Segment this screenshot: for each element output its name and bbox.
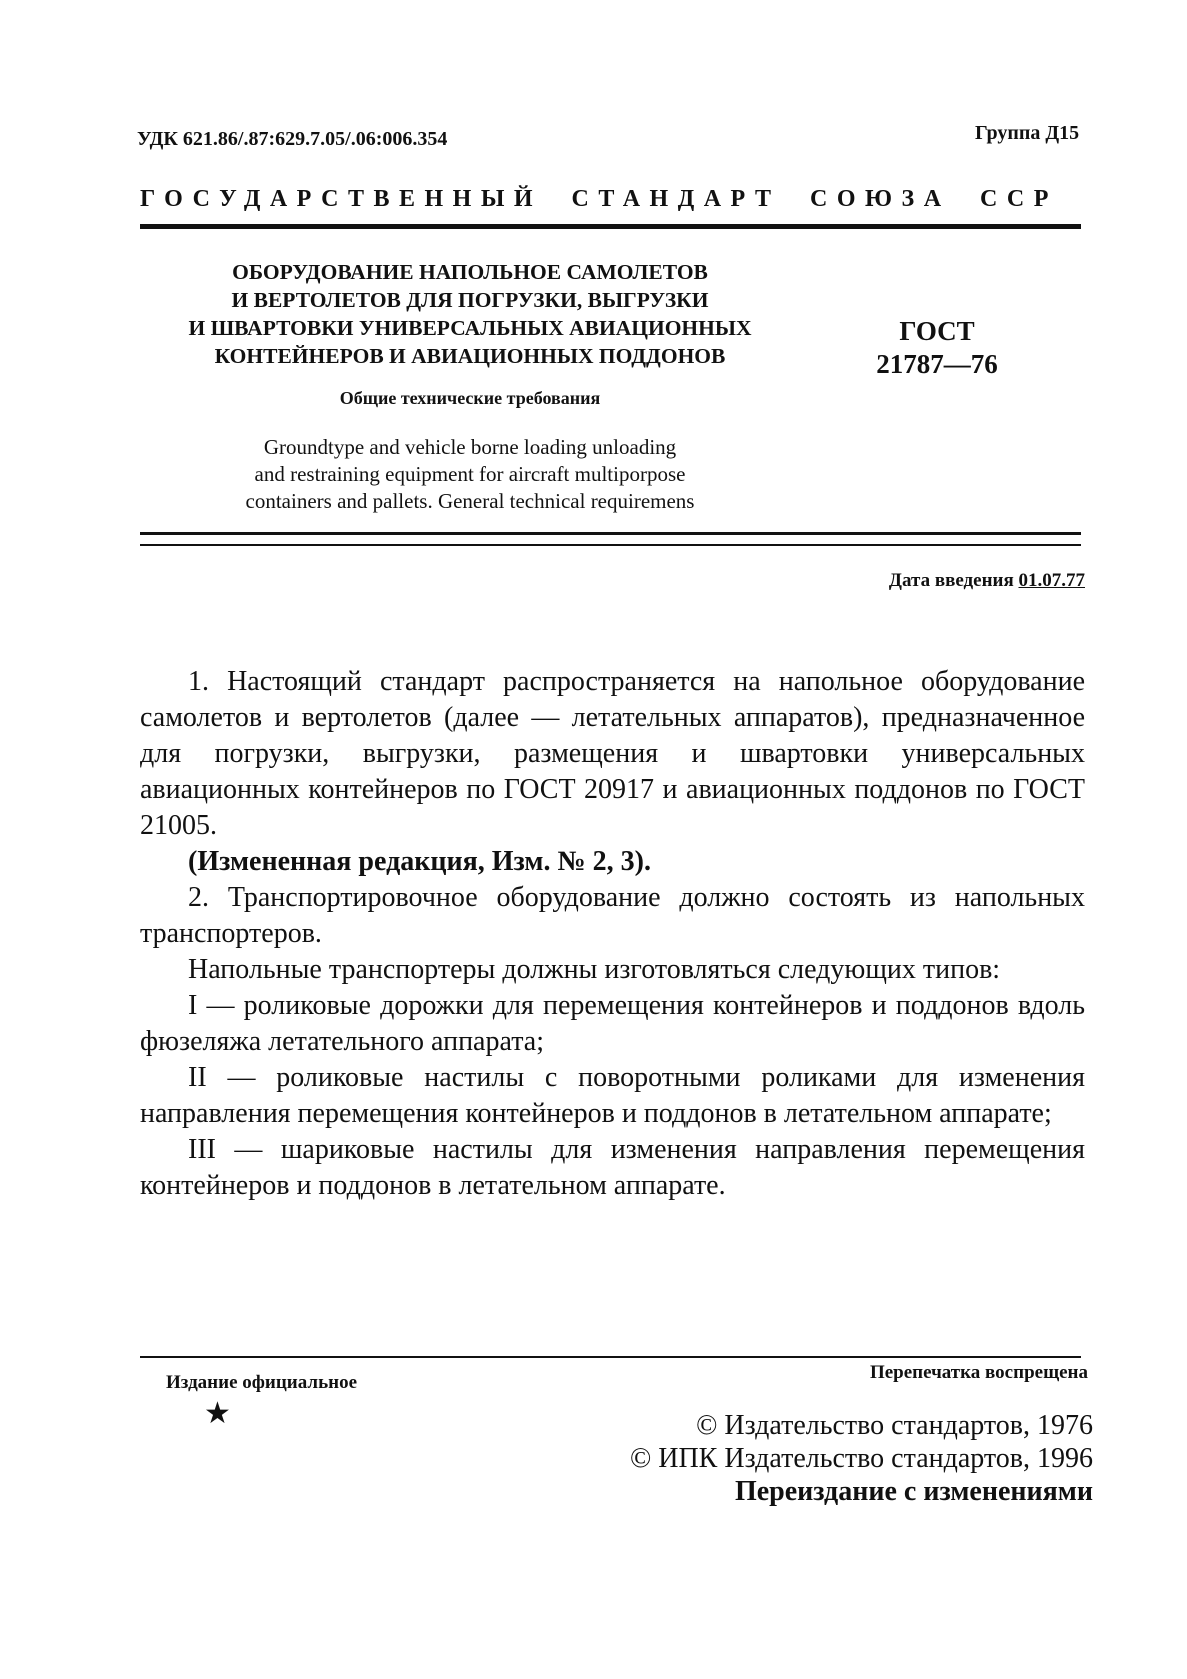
reissue-note: Переиздание с изменениями xyxy=(734,1476,1093,1507)
english-title xyxy=(150,434,790,515)
effective-date xyxy=(889,570,1085,592)
title-rule-thick xyxy=(140,532,1081,535)
amendment-note: (Измененная редакция, Изм. № 2, 3). xyxy=(188,846,651,877)
english-title-line: containers and pallets. General technical requiremens xyxy=(245,489,695,513)
effective-date-label: Дата введения xyxy=(888,570,1014,591)
title-line: ОБОРУДОВАНИЕ НАПОЛЬНОЕ САМОЛЕТОВ xyxy=(232,260,708,284)
state-standard-heading: ГОСУДАРСТВЕННЫЙ СТАНДАРТ СОЮЗА ССР xyxy=(140,186,1058,212)
header-rule xyxy=(140,224,1081,229)
document-title xyxy=(150,258,790,370)
effective-date-value: 01.07.77 xyxy=(1018,570,1085,591)
gost-number: 21787—76 xyxy=(876,349,998,379)
reprint-prohibited-label: Перепечатка воспрещена xyxy=(869,1362,1088,1383)
official-edition-label: Издание официальное xyxy=(166,1372,358,1393)
footer-rule xyxy=(140,1356,1081,1358)
copyright-line-2: © ИПК Издательство стандартов, 1996 xyxy=(629,1443,1093,1474)
gost-designation xyxy=(857,315,1017,381)
star-icon: ★ xyxy=(204,1397,231,1430)
title-line: КОНТЕЙНЕРОВ И АВИАЦИОННЫХ ПОДДОНОВ xyxy=(214,344,726,368)
title-rule-thin xyxy=(140,544,1081,546)
document-body xyxy=(140,664,1085,1204)
type-2-item: II — роликовые настилы с поворотными роликами для изменения направления перемещения контейнеров и поддонов в летательном аппарате; xyxy=(140,1062,1085,1129)
gost-label: ГОСТ xyxy=(899,316,975,346)
document-subtitle: Общие технические требования xyxy=(339,388,601,408)
type-3-item: III — шариковые настилы для изменения направления перемещения контейнеров и поддонов в летательном аппарате. xyxy=(140,1134,1085,1201)
title-line: И ШВАРТОВКИ УНИВЕРСАЛЬНЫХ АВИАЦИОННЫХ xyxy=(188,316,752,340)
type-1-item: I — роликовые дорожки для перемещения контейнеров и поддонов вдоль фюзеляжа летательного аппарата; xyxy=(140,990,1085,1057)
paragraph-1: 1. Настоящий стандарт распространяется на напольное оборудование самолетов и вертолетов (далее — летательных аппаратов), предназначенное для погрузки, выгрузки, размещения и швартовки универсальных авиационных контейнеров по ГОСТ 20917 и авиационных поддонов по ГОСТ 21005. xyxy=(140,666,1085,841)
title-line: И ВЕРТОЛЕТОВ ДЛЯ ПОГРУЗКИ, ВЫГРУЗКИ xyxy=(231,288,709,312)
paragraph-3: Напольные транспортеры должны изготовляться следующих типов: xyxy=(188,954,1001,985)
english-title-line: Groundtype and vehicle borne loading unloading xyxy=(263,435,677,459)
paragraph-2: 2. Транспортировочное оборудование должно состоять из напольных транспортеров. xyxy=(140,882,1085,949)
group-code: Группа Д15 xyxy=(975,122,1080,144)
udk-code: УДК 621.86/.87:629.7.05/.06:006.354 xyxy=(137,128,448,150)
copyright-line-1: © Издательство стандартов, 1976 xyxy=(696,1410,1093,1441)
english-title-line: and restraining equipment for aircraft multiporpose xyxy=(254,462,686,486)
